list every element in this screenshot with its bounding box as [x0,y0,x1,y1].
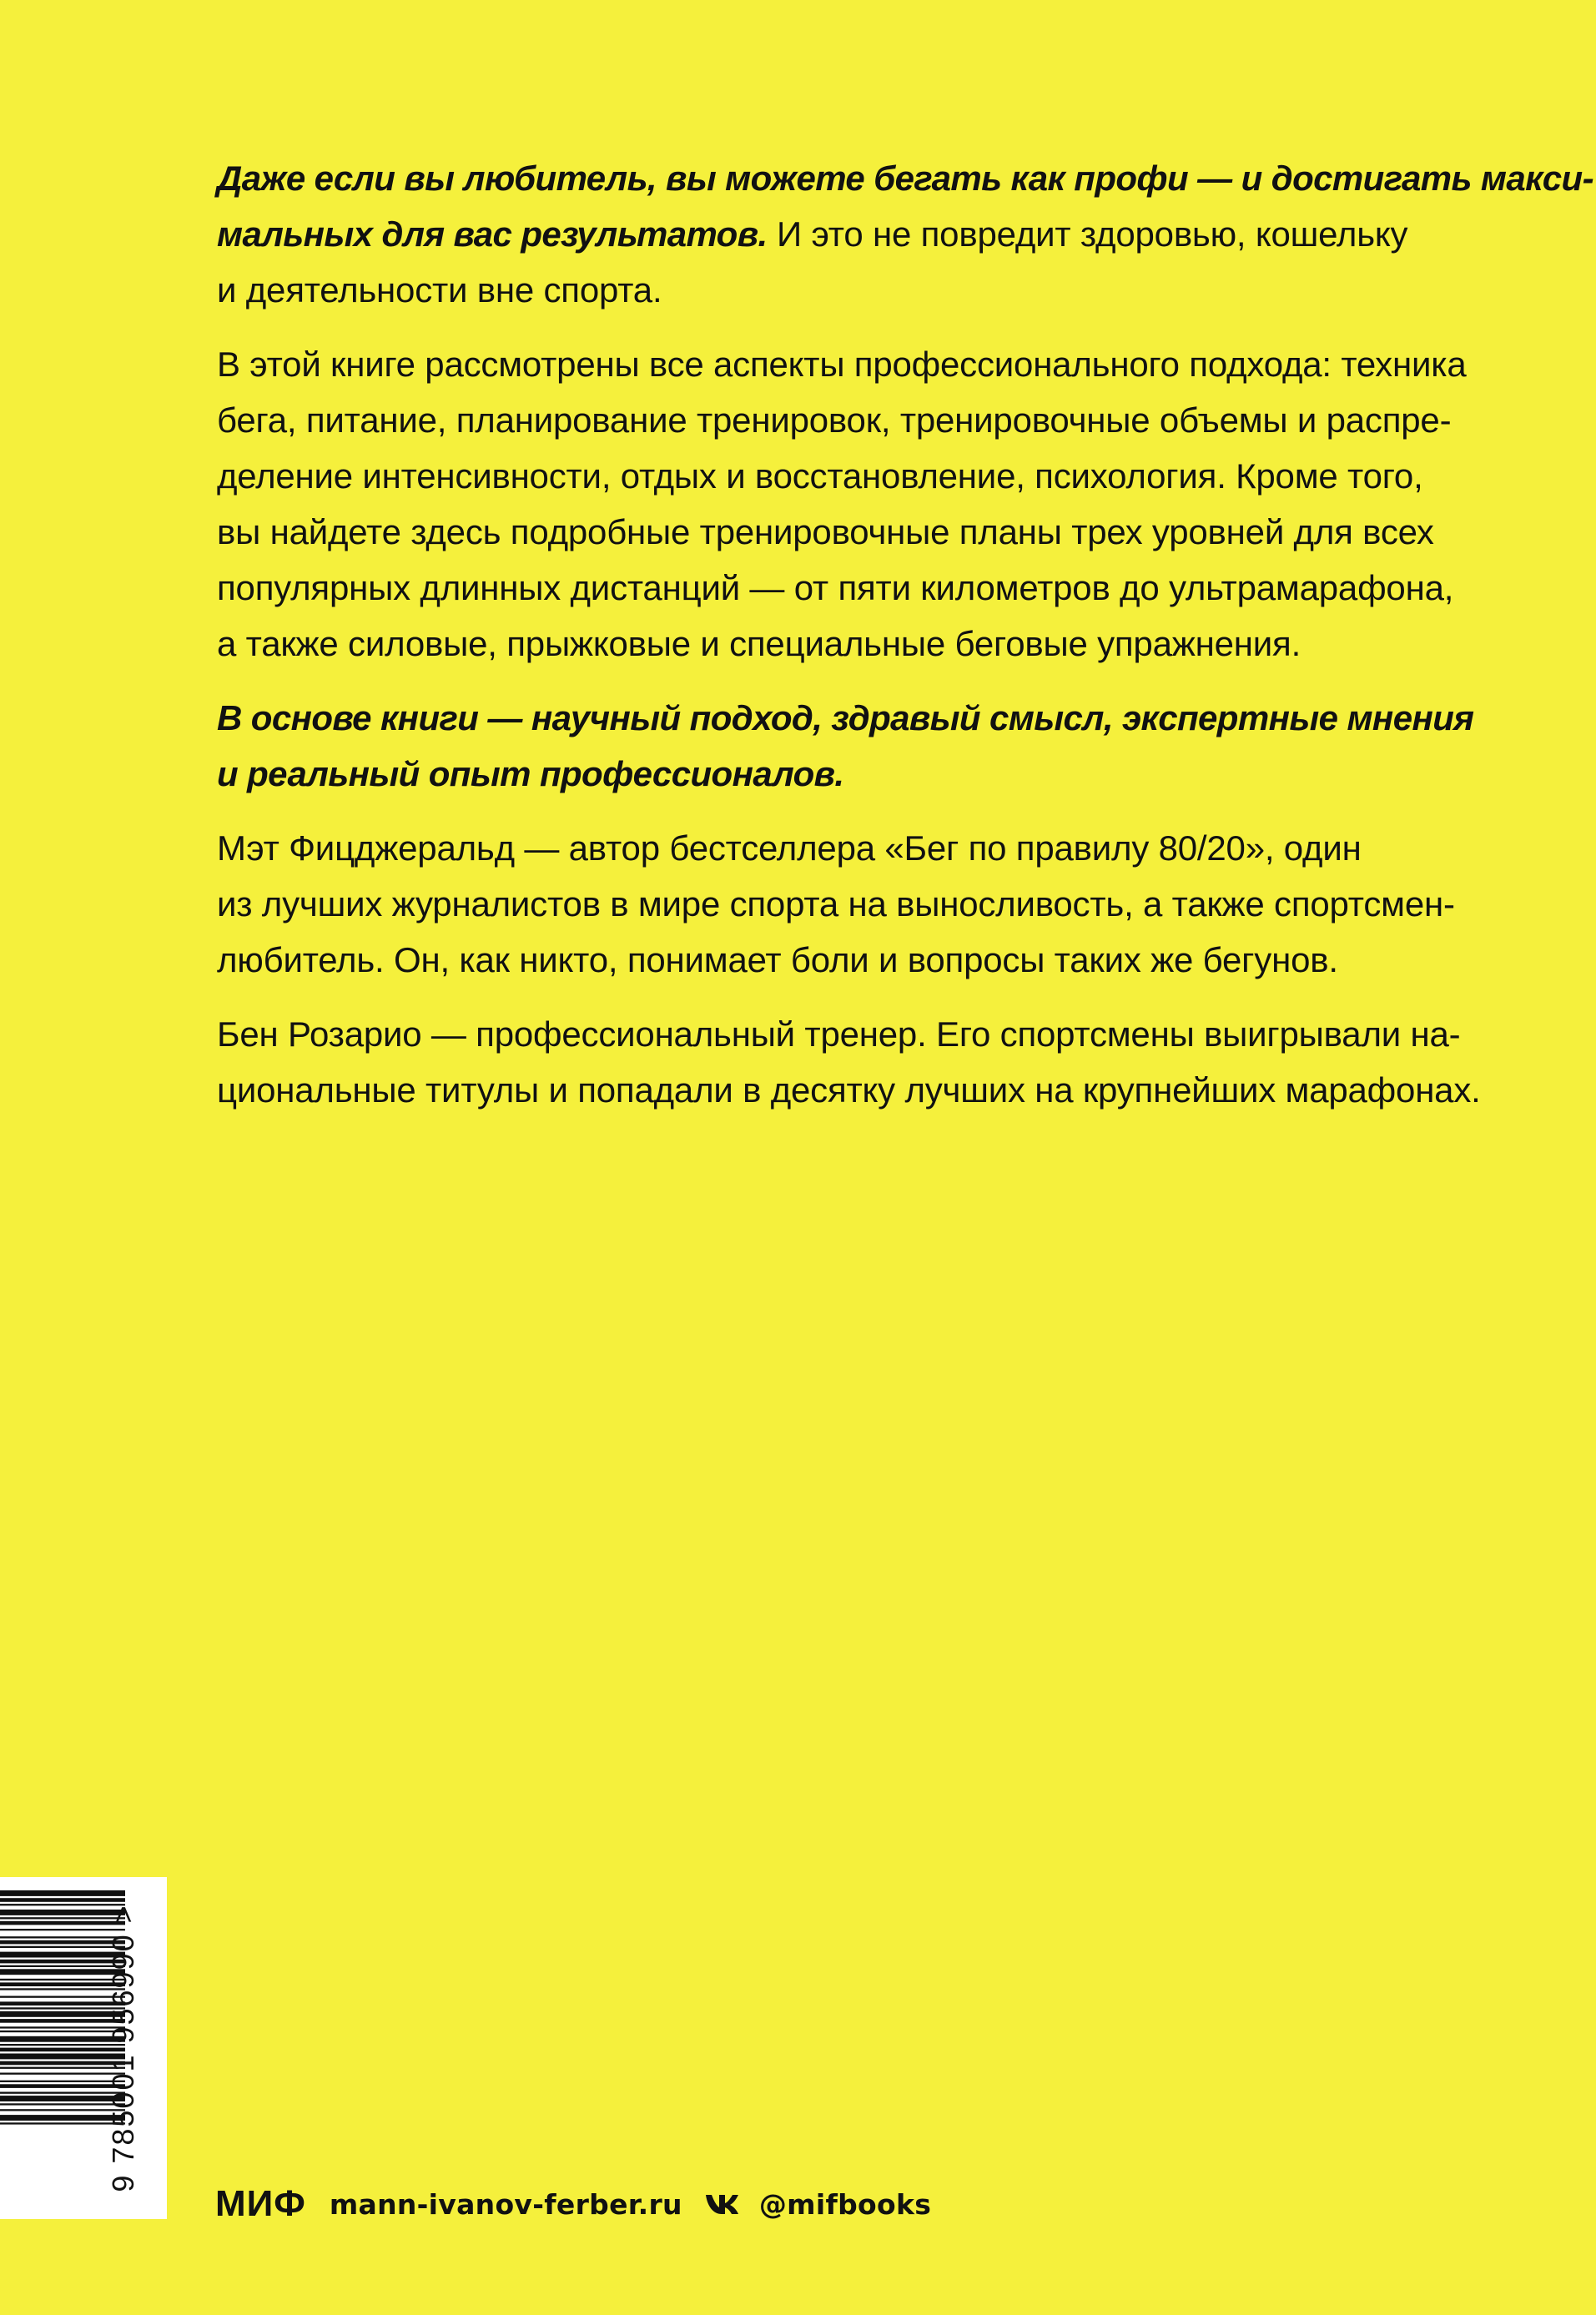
author-line: любитель. Он, как никто, понимает боли и вопросы таких же бегунов. [217,940,1338,979]
intro-line-3: и деятельности вне спорта. [217,270,662,310]
aspects-line: деление интенсивности, отдых и восстановление, психология. Кроме того, [217,456,1423,496]
publisher-website: mann-ivanov-ferber.ru [329,2187,682,2221]
author-line: из лучших журналистов в мире спорта на выносливость, а также спортсмен- [217,884,1455,923]
aspects-paragraph [217,336,1467,672]
intro-line-1: Даже если вы любитель, вы можете бегать как профи — и достигать макси- [217,159,1593,198]
author-line: циональные титулы и попадали в десятку лучших на крупнейших марафонах. [217,1070,1481,1110]
intro-paragraph [217,150,1593,318]
aspects-line: В этой книге рассмотрены все аспекты профессионального подхода: техника [217,345,1467,384]
intro-line-2 [217,206,1418,262]
publisher-logo [215,2183,306,2225]
aspects-line: популярных длинных дистанций — от пяти километров до ультрамарафона, [217,568,1454,607]
author-fitzgerald-paragraph [217,820,1455,988]
publisher-logo-text: МИФ [215,2183,306,2224]
author-line: Мэт Фицджеральд — автор бестселлера «Бег по правилу 80/20», один [217,828,1362,868]
author-rosario-paragraph [217,1006,1481,1118]
social-handle: @mifbooks [758,2187,932,2221]
author-line: Бен Розарио — профессиональный тренер. Его спортсмены выигрывали на- [217,1014,1461,1054]
barcode-digits: 9 785001 956990 > [106,1904,140,2192]
intro-line-2-bold: мальных для вас результатов. [217,214,768,254]
vk-icon [704,2193,739,2215]
aspects-line: вы найдете здесь подробные тренировочные планы трех уровней для всех [217,512,1434,551]
description-text [217,150,1593,1136]
basis-paragraph [217,690,1474,802]
publisher-footer [215,2179,931,2229]
aspects-line: бега, питание, планирование тренировок, тренировочные объемы и распре- [217,400,1452,440]
intro-line-2-rest: И это не повредит здоровью, кошельку [767,214,1408,254]
isbn-barcode [0,1877,167,2219]
basis-line: В основе книги — научный подход, здравый смысл, экспертные мнения [217,698,1474,737]
aspects-line: а также силовые, прыжковые и специальные беговые упражнения. [217,624,1301,663]
basis-line: и реальный опыт профессионалов. [217,754,844,793]
